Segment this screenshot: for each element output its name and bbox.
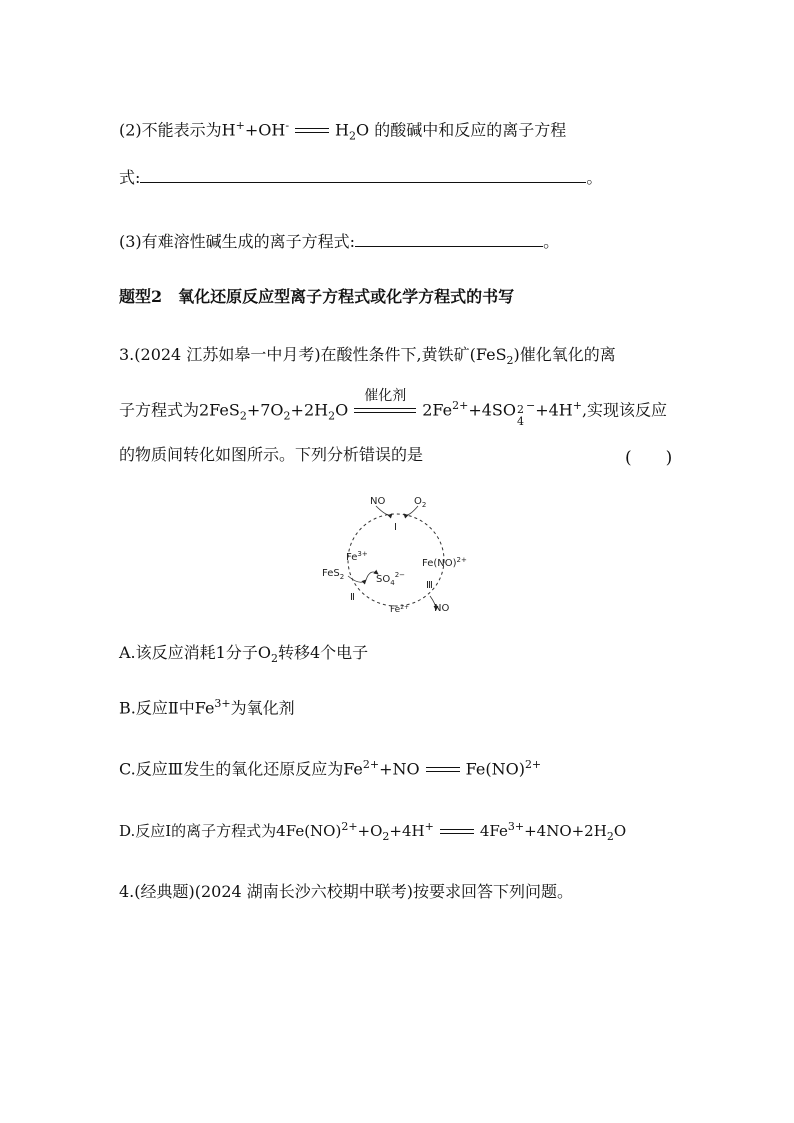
question3-line3: 的物质间转化如图所示。下列分析错误的是 [119, 445, 424, 464]
equals-sign [426, 765, 460, 775]
answer-blank[interactable] [140, 164, 586, 183]
question3-line1: 3.(2024 江苏如皋一中月考)在酸性条件下,黄铁矿(FeS$_2$)催化氧化的离 [119, 345, 616, 368]
answer-blank[interactable] [355, 228, 543, 247]
option-a[interactable]: A.该反应消耗1分子$O_2$转移4个电子 [119, 643, 369, 666]
q3-part-line: (3)有难溶性碱生成的离子方程式: 。 [119, 228, 559, 254]
fes2-label: FeS$_2$ [322, 568, 345, 581]
sulfate-index: 2 4 [516, 402, 524, 428]
reaction-cycle-diagram [318, 488, 468, 618]
question4-line: 4.(经典题)(2024 湖南长沙六校期中联考)按要求回答下列问题。 [119, 882, 574, 901]
no-label-top: NO [370, 496, 386, 507]
question3-line2: 子方程式为$2FeS_2+7O_2+2H_2O$ 催化剂 $2Fe^{2+}+4SO$ 2 4 −+4H+,实现该反应 [119, 394, 667, 429]
no-in-arrow [376, 506, 392, 515]
catalyst-label: 催化剂 [364, 387, 407, 404]
catalyst-equals-sign [354, 387, 416, 416]
roman-ii-label: Ⅱ [350, 592, 355, 603]
o2-label: $O_2$ [414, 496, 427, 509]
equals-sign [440, 827, 474, 837]
q2-line2: 式: 。 [119, 164, 602, 190]
option-b[interactable]: B.反应Ⅱ中$Fe^{3+}$为氧化剂 [119, 697, 295, 718]
feno-label: Fe(NO)$^{2+}$ [422, 556, 467, 569]
roman-i-label: Ⅰ [394, 522, 397, 533]
equals-sign [295, 126, 329, 136]
o2-in-arrow [404, 506, 418, 515]
fe3-label: $Fe^{3+}$ [346, 550, 368, 563]
section-title: 题型2 氧化还原反应型离子方程式或化学方程式的书写 [119, 287, 515, 306]
no-label-bottom: NO [434, 603, 450, 614]
fe2-label: $Fe^{2+}$ [390, 604, 410, 615]
so4-label: $SO_4^{2-}$ [376, 571, 406, 587]
fes2-in-arrow [348, 576, 366, 582]
option-d[interactable]: D.反应Ⅰ的离子方程式为$4Fe(NO)^{2+}+O_2+4H^+$ $4Fe^{3+}+4NO+2H_2O$ [119, 820, 627, 843]
q2-line1: (2)不能表示为H++OH- $H_2O$ 的酸碱中和反应的离子方程 [119, 119, 567, 143]
answer-parentheses[interactable]: ( ) [625, 448, 673, 468]
option-c[interactable]: C.反应Ⅲ发生的氧化还原反应为$Fe^{2+}+NO$ Fe(NO)$^{2+}$ [119, 758, 542, 779]
roman-iii-label: Ⅲ [426, 580, 433, 591]
